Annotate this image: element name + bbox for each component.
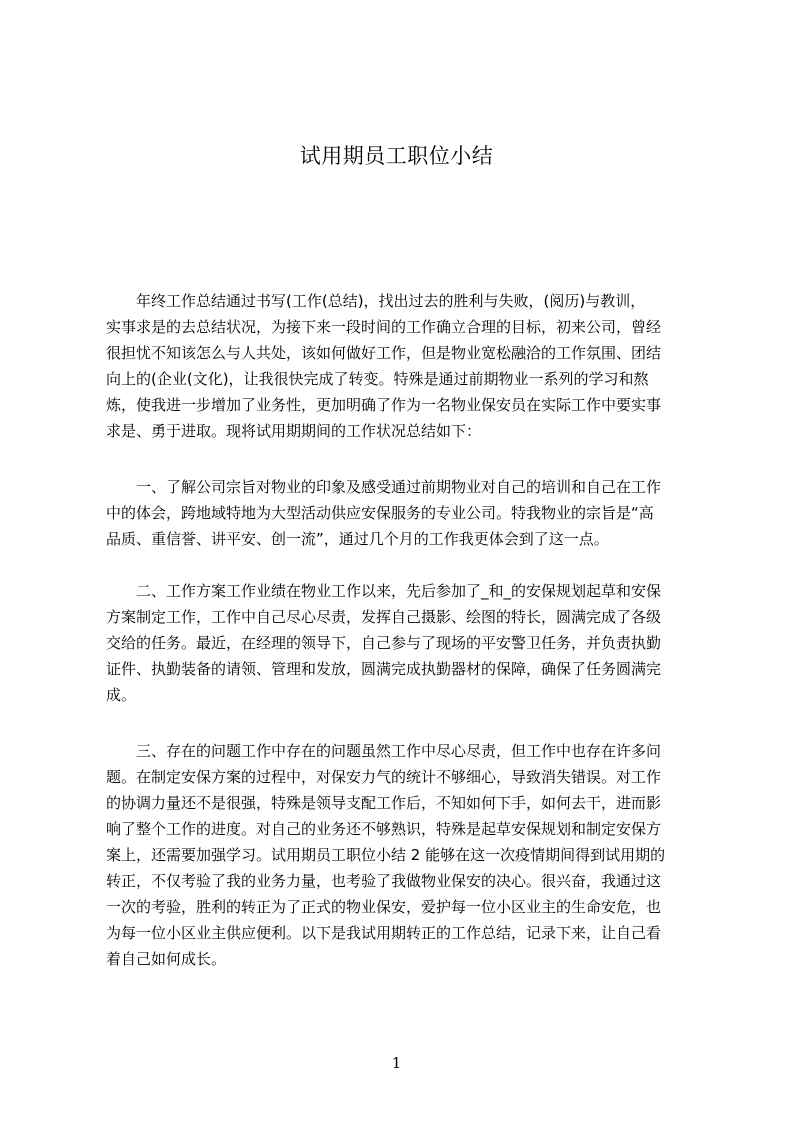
document-title: 试用期员工职位小结 [299, 144, 494, 168]
paragraph-line: 转正，不仅考验了我的业务力量，也考验了我做物业保安的决心。很兴奋，我通过这 [106, 872, 662, 890]
paragraph-line: 案上，还需要加强学习。试用期员工职位小结 2 能够在这一次疫情期间得到试用期的 [106, 846, 666, 864]
paragraph-2 [106, 474, 700, 552]
paragraph-line: 品质、重信誉、讲平安、创一流”，通过几个月的工作我更体会到了这一点。 [106, 530, 609, 548]
paragraph-line: 一、了解公司宗旨对物业的印象及感受通过前期物业对自己的培训和自己在工作 [136, 478, 662, 496]
paragraph-line: 实事求是的去总结状况，为接下来一段时间的工作确立合理的目标，初来公司，曾经 [106, 318, 662, 336]
paragraph-3 [106, 578, 700, 708]
paragraph-line: 着自己如何成长。 [106, 950, 227, 968]
paragraph-line: 二、工作方案工作业绩在物业工作以来，先后参加了_和_的安保规划起草和安保 [136, 582, 662, 600]
paragraph-line: 交给的任务。最近，在经理的领导下，自己参与了现场的平安警卫任务，并负责执勤 [106, 634, 662, 652]
paragraph-line: 年终工作总结通过书写(工作(总结)，找出过去的胜利与失败，(阅历)与教训， [136, 292, 646, 310]
page-number: 1 [391, 1054, 402, 1072]
paragraph-line: 向上的(企业(文化)，让我很快完成了转变。特殊是通过前期物业一系列的学习和熬 [106, 370, 649, 388]
paragraph-line: 三、存在的问题工作中存在的问题虽然工作中尽心尽责，但工作中也存在许多问 [136, 742, 662, 760]
paragraph-line: 很担忧不知该怎么与人共处，该如何做好工作，但是物业宽松融洽的工作氛围、团结 [106, 344, 662, 362]
paragraph-line: 成。 [106, 686, 137, 704]
paragraph-line: 证件、执勤装备的请领、管理和发放，圆满完成执勤器材的保障，确保了任务圆满完 [106, 660, 662, 678]
paragraph-line: 的协调力量还不是很强，特殊是领导支配工作后，不知如何下手，如何去干，进而影 [106, 794, 662, 812]
paragraph-line: 炼，使我进一步增加了业务性，更加明确了作为一名物业保安员在实际工作中要实事 [106, 396, 662, 414]
paragraph-line: 响了整个工作的进度。对自己的业务还不够熟识，特殊是起草安保规划和制定安保方 [106, 820, 662, 838]
paragraph-line: 一次的考验，胜利的转正为了正式的物业保安，爱护每一位小区业主的生命安危，也 [106, 898, 662, 916]
paragraph-line: 为每一位小区业主供应便利。以下是我试用期转正的工作总结，记录下来，让自己看 [106, 924, 662, 942]
paragraph-line: 中的体会，跨地域特地为大型活动供应安保服务的专业公司。特我物业的宗旨是“高 [106, 504, 654, 522]
paragraph-4 [106, 738, 700, 972]
paragraph-1 [106, 288, 700, 444]
paragraph-line: 方案制定工作，工作中自己尽心尽责，发挥自己摄影、绘图的特长，圆满完成了各级 [106, 608, 662, 626]
paragraph-line: 题。在制定安保方案的过程中，对保安力气的统计不够细心，导致消失错误。对工作 [106, 768, 662, 786]
paragraph-line: 求是、勇于进取。现将试用期期间的工作状况总结如下： [106, 422, 482, 440]
